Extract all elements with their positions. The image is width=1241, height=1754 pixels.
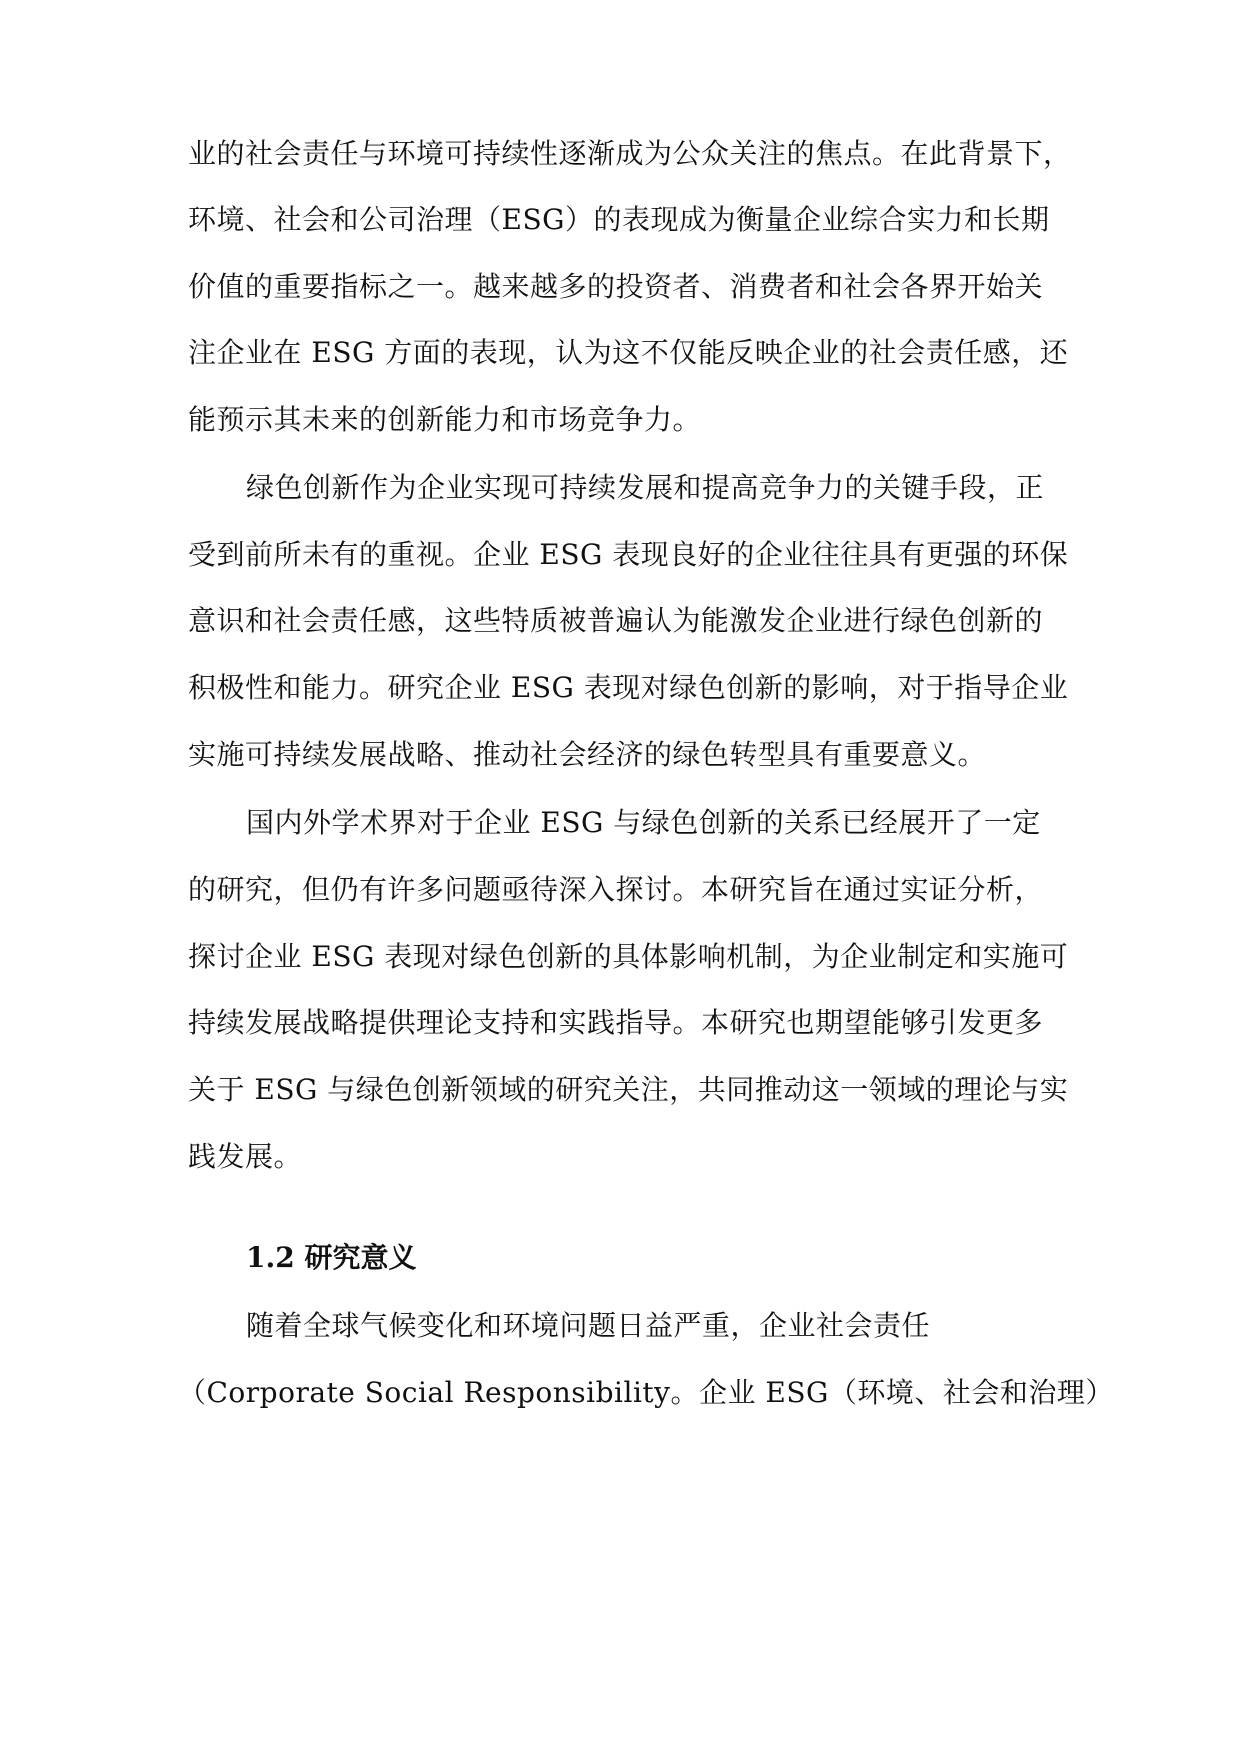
paragraph-2-line-1: 绿色创新作为企业实现可持续发展和提高竞争力的关键手段，正 (246, 471, 1045, 504)
paragraph-3-line-5: 关于 ESG 与绿色创新领域的研究关注，共同推动这一领域的理论与实 (188, 1073, 1069, 1106)
paragraph-4-line-2: （Corporate Social Responsibility。企业 ESG（环境、社会和治理） (178, 1376, 1114, 1409)
paragraph-2-line-4: 积极性和能力。研究企业 ESG 表现对绿色创新的影响，对于指导企业 (188, 671, 1069, 704)
paragraph-1-line-3: 价值的重要指标之一。越来越多的投资者、消费者和社会各界开始关 (188, 270, 1044, 303)
paragraph-3-line-1: 国内外学术界对于企业 ESG 与绿色创新的关系已经展开了一定 (246, 806, 1041, 839)
paragraph-3-line-2: 的研究，但仍有许多问题亟待深入探讨。本研究旨在通过实证分析， (188, 873, 1044, 906)
paragraph-1-line-4: 注企业在 ESG 方面的表现，认为这不仅能反映企业的社会责任感，还 (188, 336, 1069, 369)
section-heading: 1.2 研究意义 (246, 1241, 417, 1274)
paragraph-2-line-2: 受到前所未有的重视。企业 ESG 表现良好的企业往往具有更强的环保 (188, 538, 1069, 571)
paragraph-4-line-1: 随着全球气候变化和环境问题日益严重，企业社会责任 (246, 1309, 931, 1342)
paragraph-2-line-5: 实施可持续发展战略、推动社会经济的绿色转型具有重要意义。 (188, 738, 987, 771)
paragraph-2-line-3: 意识和社会责任感，这些特质被普遍认为能激发企业进行绿色创新的 (188, 604, 1044, 637)
paragraph-1-line-2: 环境、社会和公司治理（ESG）的表现成为衡量企业综合实力和长期 (188, 203, 1050, 236)
paragraph-3-line-6: 践发展。 (188, 1140, 303, 1173)
paragraph-3-line-3: 探讨企业 ESG 表现对绿色创新的具体影响机制，为企业制定和实施可 (188, 940, 1069, 973)
paragraph-1-line-1: 业的社会责任与环境可持续性逐渐成为公众关注的焦点。在此背景下， (188, 137, 1072, 170)
paragraph-3-line-4: 持续发展战略提供理论支持和实践指导。本研究也期望能够引发更多 (188, 1006, 1044, 1039)
paragraph-1-line-5: 能预示其未来的创新能力和市场竞争力。 (188, 403, 702, 436)
